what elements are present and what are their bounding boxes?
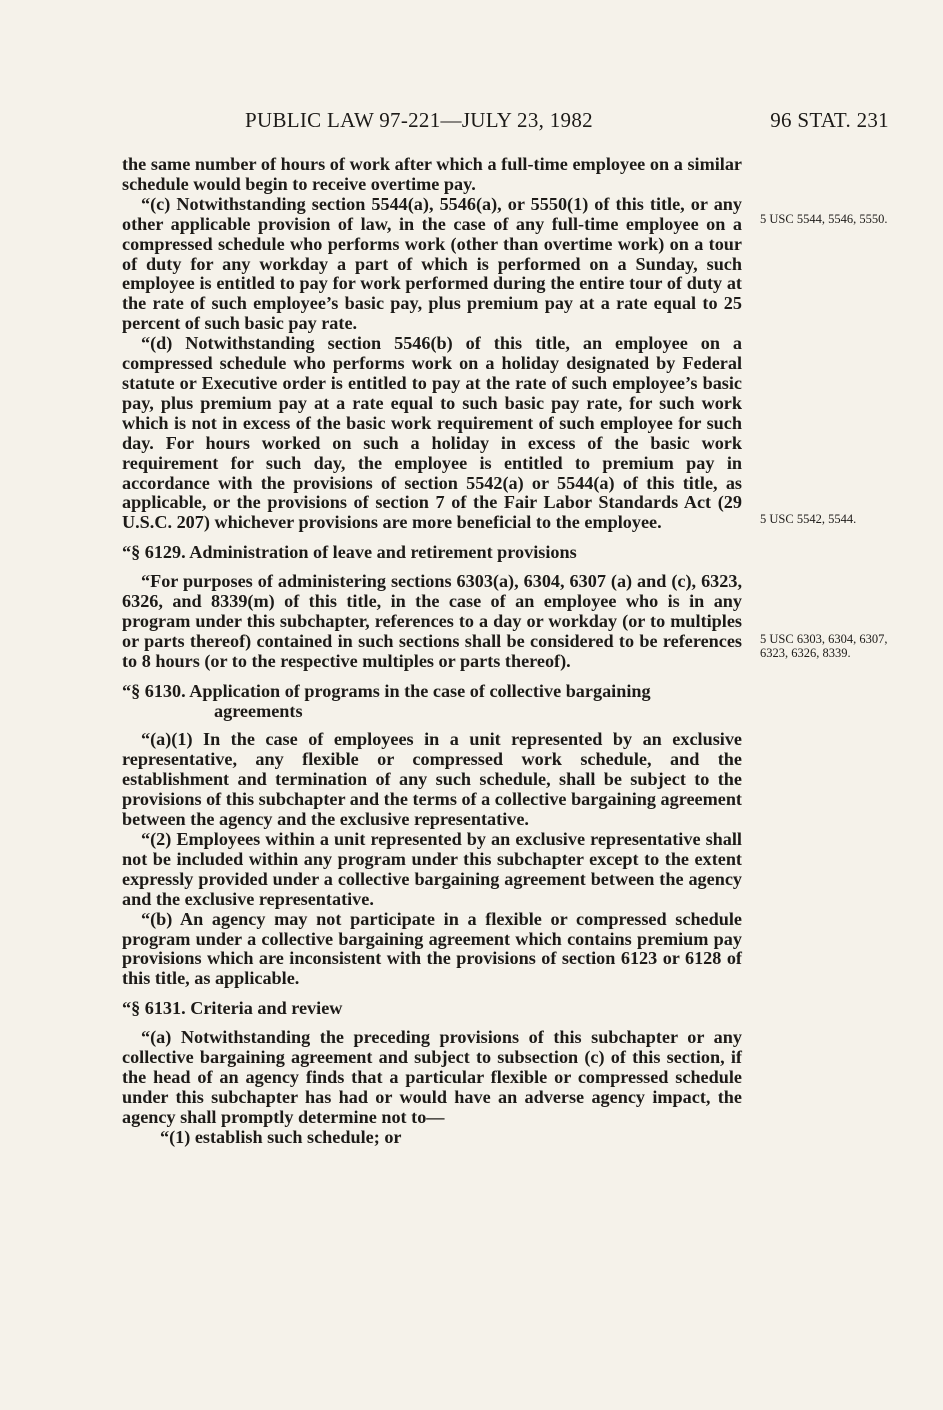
margin-note-usc-5542: 5 USC 5542, 5544. (760, 512, 857, 526)
margin-note-usc-5544: 5 USC 5544, 5546, 5550. (760, 212, 888, 226)
section-heading-6131: “§ 6131. Criteria and review (122, 998, 343, 1019)
paragraph-6131-a: “(a) Notwithstanding the preceding provisions of this subchapter or any collective bargaining agreement and subject to subsection (c) of this section, if the head of an agency finds that a particular flexible or compressed schedule under this subchapter has had or would have an adverse agency impact, the agency shall promptly determine not to— (122, 1027, 742, 1127)
paragraph-6129-leave: “For purposes of administering sections 6303(a), 6304, 6307 (a) and (c), 6323, 6326, and 8339(m) of this title, in the case of an employee who is in any program under this subchapter, references to a day or workday (or to multiples or parts thereof) contained in such sections shall be considered to be references to 8 hours (or to the respective multiples or parts thereof). (122, 571, 742, 671)
section-heading-6130: “§ 6130. Application of programs in the case of collective bargaining agreements (122, 680, 651, 721)
paragraph-6130-b: “(b) An agency may not participate in a flexible or compressed schedule program under a collective bargaining agreement which contains premium pay provisions which are inconsistent with the provisions of section 6123 or 6128 of this title, as applicable. (122, 908, 742, 989)
section-heading-6129: “§ 6129. Administration of leave and retirement provisions (122, 542, 577, 563)
page-header (0, 108, 943, 138)
running-head-title: PUBLIC LAW 97-221—JULY 23, 1982 (245, 108, 593, 132)
paragraph-6131-a1: “(1) establish such schedule; or (160, 1126, 402, 1147)
paragraph-6130-a1: “(a)(1) In the case of employees in a unit represented by an exclusive representative, any flexible or compressed work schedule, and the establishment and termination of any such schedule, shall be subject to the provisions of this subchapter and the terms of a collective bargaining agreement between the agency and the exclusive representative. (122, 729, 742, 830)
paragraph-d-holiday-pay: “(d) Notwithstanding section 5546(b) of this title, an employee on a compressed schedule who performs work on a holiday designated by Federal statute or Executive order is entitled to pay at the rate of such employee’s basic pay, plus premium pay at a rate equal to such basic pay rate, for such work which is not in excess of the basic work requirement of such employee for such day. For hours worked on such a holiday in excess of the basic work requirement for such day, the employee is entitled to premium pay in accordance with the provisions of section 5542(a) or 5544(a) of this title, as applicable, or the provisions of section 7 of the Fair Labor Standards Act (29 U.S.C. 207) whichever provisions are more beneficial to the employee. (122, 333, 742, 533)
margin-note-usc-6303: 5 USC 6303, 6304, 6307, 6323, 6326, 8339. (760, 632, 888, 660)
paragraph-c-sunday-pay: “(c) Notwithstanding section 5544(a), 5546(a), or 5550(1) of this title, or any other applicable provision of law, in the case of any full-time employee on a compressed schedule who performs work (other than overtime work) on a tour of duty for any workday a part of which is performed on a Sunday, such employee is entitled to pay for work performed during the entire tour of duty at the rate of such employee’s basic pay, plus premium pay at a rate equal to 25 percent of such basic pay rate. (122, 193, 742, 334)
statute-page-number: 96 STAT. 231 (770, 108, 889, 132)
paragraph-continuation: the same number of hours of work after which a full-time employee on a similar schedule would begin to receive overtime pay. (122, 154, 742, 194)
body-text (122, 155, 742, 1148)
paragraph-6130-a2: “(2) Employees within a unit represented by an exclusive representative shall not be included within any program under this subchapter except to the extent expressly provided under a collective bargaining agreement between the agency and the exclusive representative. (122, 829, 742, 909)
